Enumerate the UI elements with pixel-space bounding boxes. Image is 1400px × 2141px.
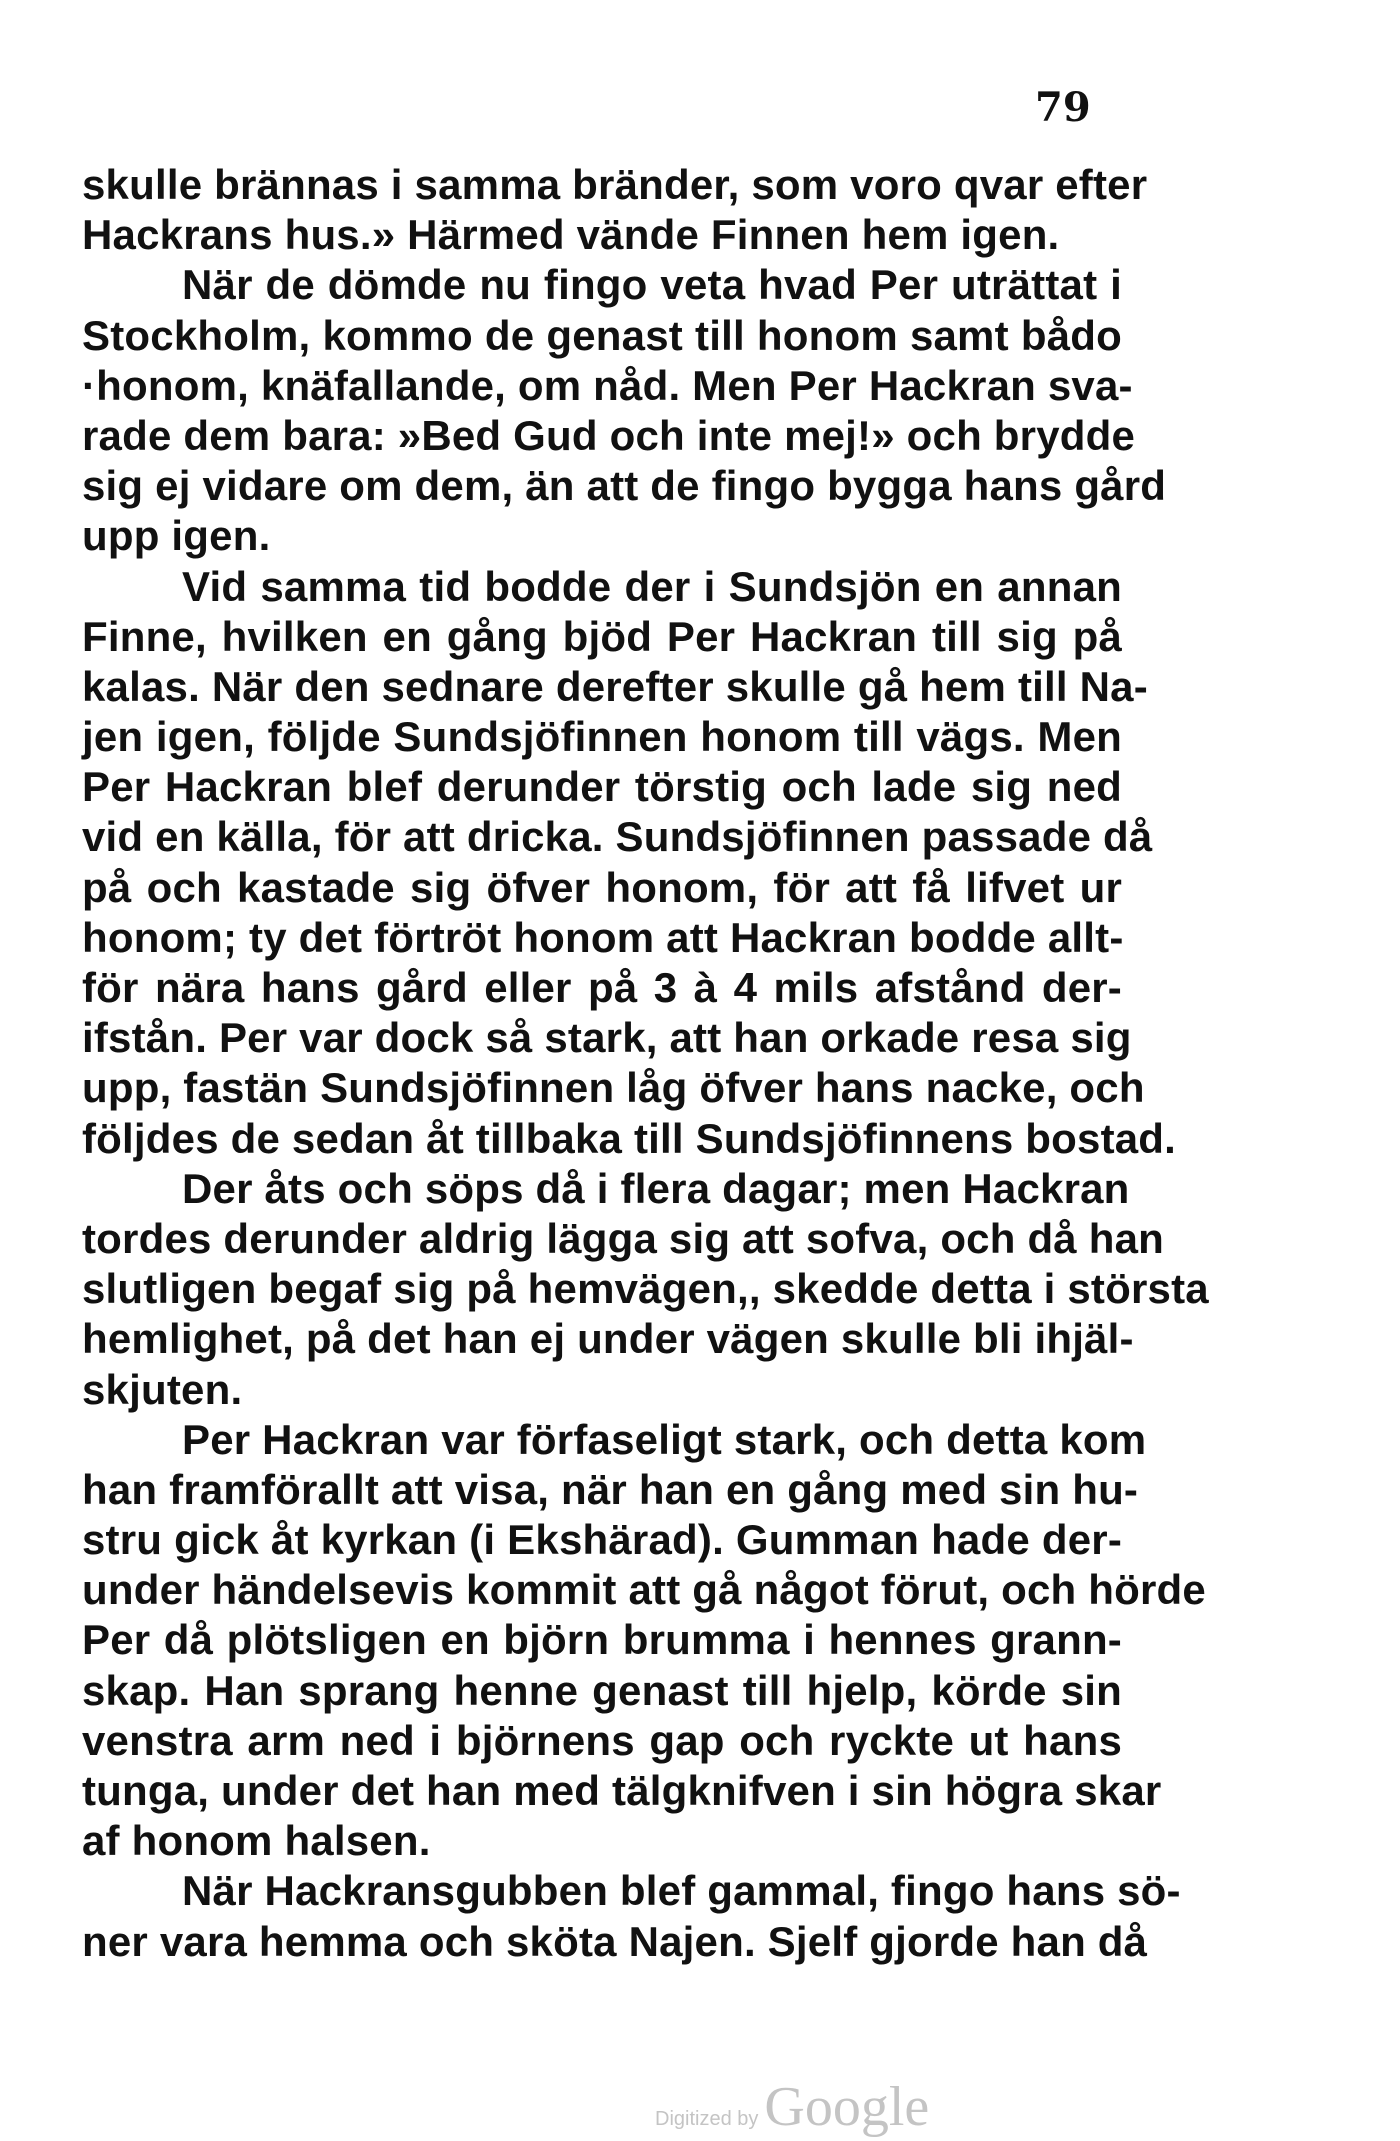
text-line: upp igen. [82,512,271,560]
digitized-by-google-watermark [655,2075,929,2139]
watermark-prefix: Digitized by [655,2108,759,2130]
text-line: skjuten. [82,1365,243,1413]
text-line: skulle brännas i samma bränder, som voro qvar efter [82,161,1148,208]
text-line: Hackrans hus.» Härmed vände Finnen hem igen. [82,211,1060,259]
text-line: jen igen, följde Sundsjöfinnen honom till vägs. Men [82,713,1122,761]
text-line: ner vara hemma och sköta Najen. Sjelf gjorde han då [82,1917,1148,1965]
text-line: ifstån. Per var dock så stark, att han orkade resa sig [82,1014,1132,1062]
text-line: kalas. När den sednare derefter skulle gå hem till Na- [82,662,1148,710]
text-line: skap. Han sprang henne genast till hjelp, körde sin [82,1666,1122,1714]
text-line: venstra arm ned i björnens gap och ryckte ut hans [82,1716,1122,1764]
text-line: Per Hackran blef derunder törstig och lade sig ned [82,763,1122,811]
text-line: för nära hans gård eller på 3 à 4 mils afstånd der- [82,964,1122,1011]
text-line: Per Hackran var förfaseligt stark, och detta kom [182,1415,1147,1463]
text-line: stru gick åt kyrkan (i Ekshärad). Gumman hade der- [82,1516,1122,1564]
google-logo: Google [764,2076,930,2138]
text-line: Der åts och söps då i flera dagar; men Hackran [182,1164,1130,1212]
text-line: upp, fastän Sundsjöfinnen låg öfver hans nacke, och [82,1064,1145,1112]
text-line: på och kastade sig öfver honom, för att få lifvet ur [82,863,1122,911]
text-line: När Hackransgubben blef gammal, fingo hans sö- [182,1867,1181,1915]
text-line: Vid samma tid bodde der i Sundsjön en annan [182,562,1122,610]
text-line: slutligen begaf sig på hemvägen,, skedde detta i största [82,1265,1209,1313]
text-line: under händelsevis kommit att gå något förut, och hörde [82,1566,1206,1614]
body-text [82,160,1209,1967]
text-line: han framförallt att visa, när han en gång med sin hu- [82,1465,1139,1513]
text-line: följdes de sedan åt tillbaka till Sundsjöfinnens bostad. [82,1114,1177,1162]
text-line: hemlighet, på det han ej under vägen skulle bli ihjäl- [82,1315,1134,1363]
text-line: tordes derunder aldrig lägga sig att sofva, och då han [82,1214,1165,1262]
text-line: Per då plötsligen en björn brumma i hennes grann- [82,1616,1122,1664]
text-line: rade dem bara: »Bed Gud och inte mej!» och brydde [82,411,1136,459]
text-line: honom; ty det förtröt honom att Hackran bodde allt- [82,913,1124,961]
text-line: sig ej vidare om dem, än att de fingo bygga hans gård [82,462,1167,510]
text-line: Stockholm, kommo de genast till honom samt bådo [82,311,1122,359]
text-line: vid en källa, för att dricka. Sundsjöfinnen passade då [82,813,1153,861]
text-line: Finne, hvilken en gång bjöd Per Hackran till sig på [82,612,1122,660]
page-number: 79 [1035,84,1091,131]
text-line: När de dömde nu fingo veta hvad Per uträttat i [182,261,1122,309]
text-line: tunga, under det han med tälgknifven i sin högra skar [82,1767,1162,1814]
text-line: ·honom, knäfallande, om nåd. Men Per Hackran sva- [82,361,1133,409]
text-line: af honom halsen. [82,1817,431,1865]
